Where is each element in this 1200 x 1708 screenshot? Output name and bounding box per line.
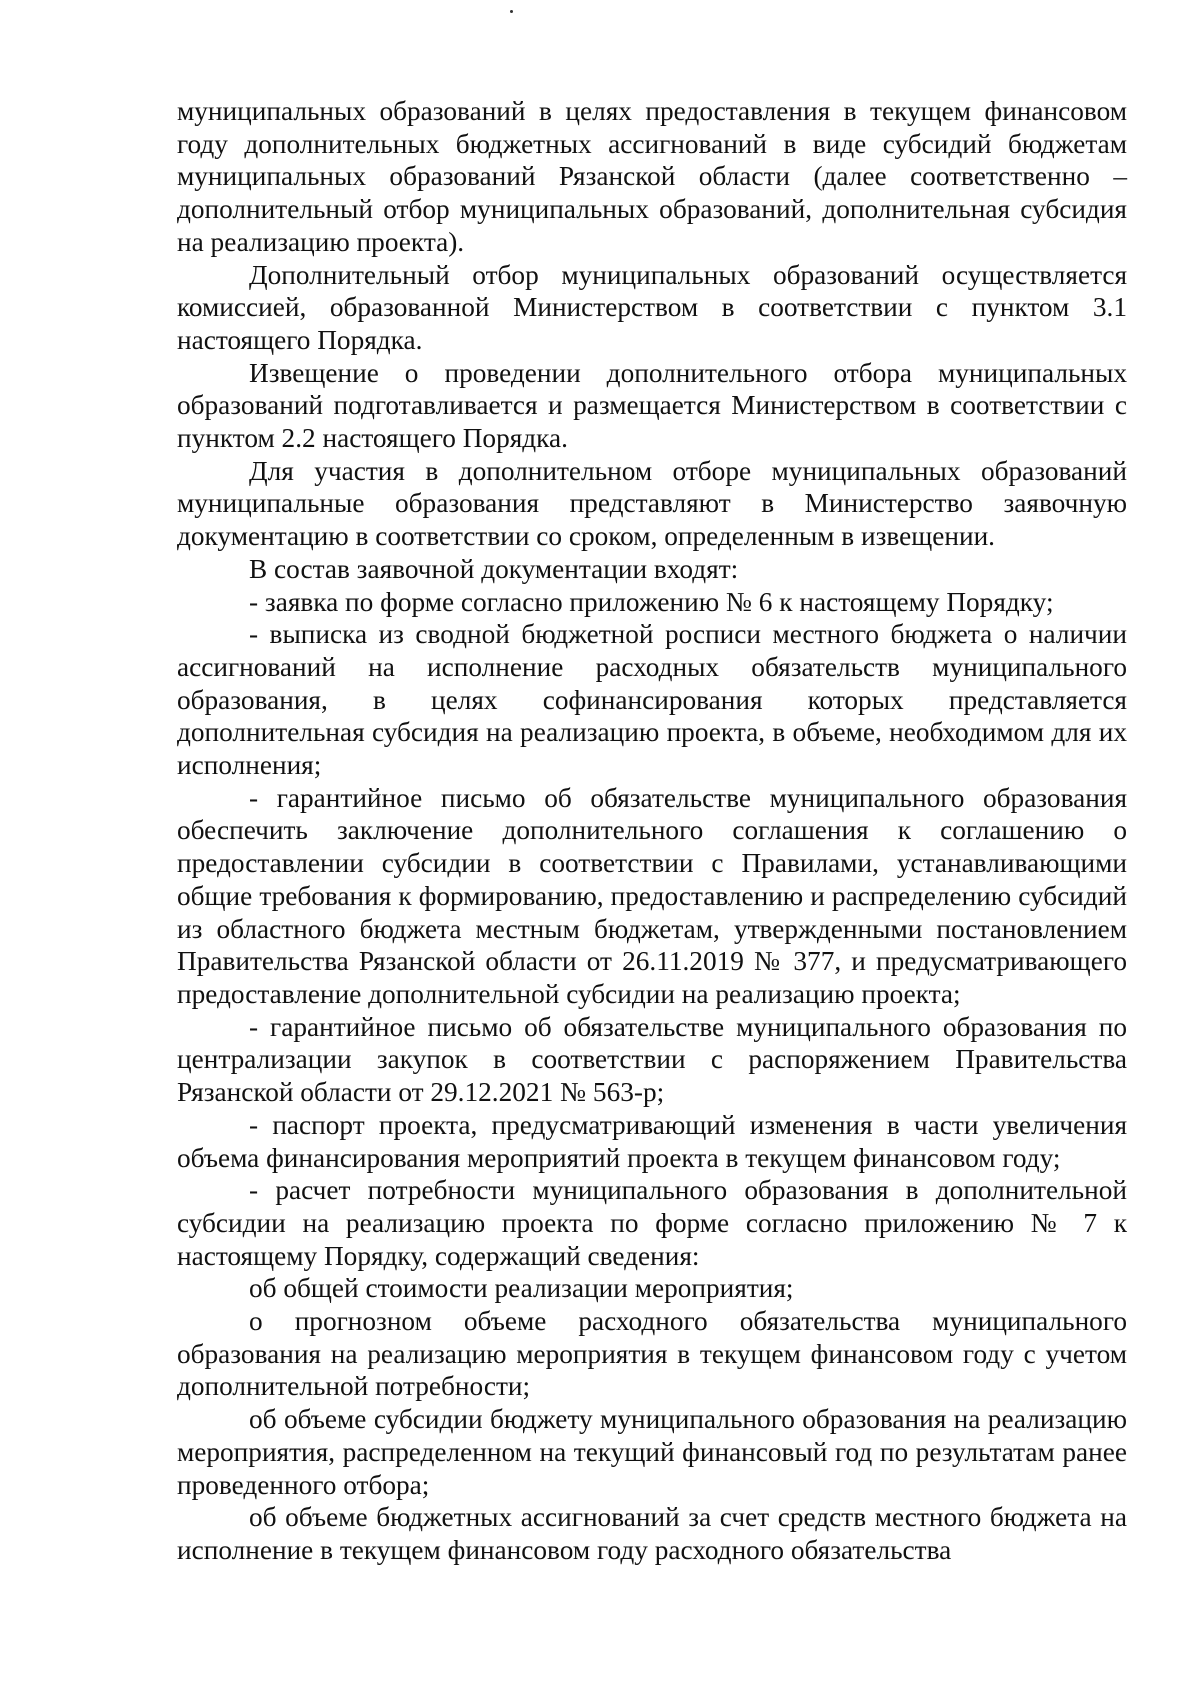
paragraph-continuation: муниципальных образований в целях предоставления в текущем финансовом году дополнительных бюджетных ассигнований в виде субсидий бюджетам муниципальных образований Рязанской области (далее соответственно – дополнительный отбор муниципальных образований, дополнительная субсидия на реализацию проекта). xyxy=(177,96,1127,257)
list-item-guarantee-procurement: - гарантийное письмо об обязательстве муниципального образования по централизации закупок в соответствии с распоряжением Правительства Рязанской области от 29.12.2021 № 563-р; xyxy=(177,1011,1127,1108)
list-item-guarantee-agreement: - гарантийное письмо об обязательстве муниципального образования обеспечить заключение дополнительного соглашения к соглашению о предоставлении субсидии в соответствии с Правилами, устанавливающими общие требования к формированию, предоставлению и распределению субсидий из областного бюджета местным бюджетам, утвержденными постановлением Правительства Рязанской области от 26.11.2019 № 377, и предусматривающего предоставление дополнительной субсидии на реализацию проекта; xyxy=(177,782,1127,1009)
list-item-budget-extract: - выписка из сводной бюджетной росписи местного бюджета о наличии ассигнований на исполнение расходных обязательств муниципального образования, в целях софинансирования которых представляется дополнительная субсидия на реализацию проекта, в объеме, необходимом для их исполнения; xyxy=(177,619,1127,781)
list-item-application: - заявка по форме согласно приложению № 6 к настоящему Порядку; xyxy=(249,586,1054,617)
list-item-local-budget: об объеме бюджетных ассигнований за счет средств местного бюджета на исполнение в текущем финансовом году расходного обязательства xyxy=(177,1502,1127,1565)
paragraph-documents-intro: В состав заявочной документации входят: xyxy=(249,553,739,584)
paragraph-notice: Извещение о проведении дополнительного отбора муниципальных образований подготавливается и размещается Министерством в соответствии с пунктом 2.2 настоящего Порядка. xyxy=(177,357,1127,454)
list-item-forecast-volume: о прогнозном объеме расходного обязательства муниципального образования на реализацию мероприятия в текущем финансовом году с учетом дополнительной потребности; xyxy=(177,1306,1127,1402)
list-item-needs-calculation: - расчет потребности муниципального образования в дополнительной субсидии на реализацию проекта по форме согласно приложению № 7 к настоящему Порядку, содержащий сведения: xyxy=(177,1175,1127,1271)
list-item-project-passport: - паспорт проекта, предусматривающий изменения в части увеличения объема финансирования мероприятий проекта в текущем финансовом году; xyxy=(177,1109,1127,1173)
paragraph-commission: Дополнительный отбор муниципальных образований осуществляется комиссией, образованной Министерством в соответствии с пунктом 3.1 настоящего Порядка. xyxy=(177,259,1127,355)
list-item-subsidy-volume: об объеме субсидии бюджету муниципального образования на реализацию мероприятия, распределенном на текущий финансовый год по результатам ранее проведенного отбора; xyxy=(177,1404,1127,1500)
paragraph-participation: Для участия в дополнительном отборе муниципальных образований муниципальные образования представляют в Министерство заявочную документацию в соответствии со сроком, определенным в извещении. xyxy=(177,455,1127,552)
list-item-total-cost: об общей стоимости реализации мероприятия; xyxy=(249,1273,794,1304)
document-body xyxy=(177,95,1127,1567)
scan-speck xyxy=(510,10,513,13)
